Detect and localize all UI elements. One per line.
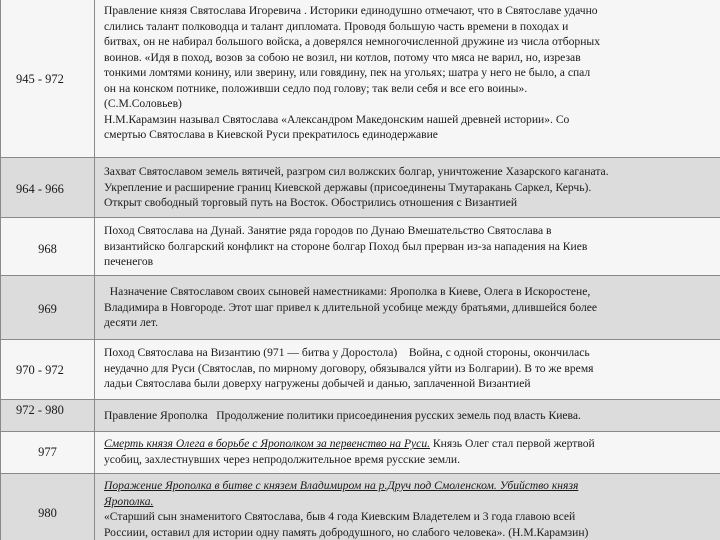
date-cell: 964 - 966 (0, 158, 95, 217)
date-cell: 945 - 972 (0, 0, 95, 157)
description-cell: Поражение Ярополка в битве с князем Владимиром на р.Друч под Смоленском. Убийство князя Ярополка. «Старший сын знаменитого Святослава, быв 4 года Киевским Владетелем и 3 года главою всей Россиии, оставил для истории одну память добродушного, но слабого человека». (Н.М.Карамзин) (104, 479, 589, 539)
event-title: Ярополка. (104, 494, 154, 508)
date-cell: 980 (0, 474, 95, 540)
event-title: Поражение Ярополка в битве с князем Владимиром на р.Друч под Смоленском. Убийство князя (104, 479, 579, 492)
description-cell: Поход Святослава на Дунай. Занятие ряда городов по Дунаю Вмешательство Святослава в византийско болгарский конфликт на стороне болгар Поход был прерван из-за нападения на Киев печенегов (104, 224, 588, 268)
description-cell: Смерть князя Олега в борьбе с Ярополком за первенство на Руси. Князь Олег стал первой жертвой усобиц, захлестнувших через непродолжительное время русские земли. (104, 437, 595, 466)
description-cell: Правление Ярополка Продолжение политики присоединения русских земель под власть Киева. (104, 409, 581, 422)
description-cell: Захват Святославом земель вятичей, разгром сил волжских болгар, уничтожение Хазарского каганата. Укрепление и расширение границ Киевской державы (присоединены Тмутаракань Саркел, Керчь). Открыт свободный торговый путь на Восток. Обострились отношения с Византией (104, 165, 609, 209)
description-cell: Назначение Святославом своих сыновей наместниками: Ярополка в Киеве, Олега в Искоростене, Владимира в Новгороде. Этот шаг привел к длительной усобице между братьями, длившейся более десяти лет. (104, 285, 598, 329)
date-cell: 969 (0, 276, 95, 339)
event-title: Смерть князя Олега в борьбе с Ярополком за первенство на Руси. (104, 437, 431, 450)
description-cell: Поход Святослава на Византию (971 — битва у Доростола) Война, с одной стороны, окончилась неудачно для Руси (Святослав, по мирному договору, обязывался уйти из Болгарии). В то же время ладьи Святослава были доверху нагружены добычей и данью, заплаченной Византией (104, 346, 594, 390)
description-cell: Правление князя Святослава Игоревича . Историки единодушно отмечают, что в Святославе удачно слились талант полководца и талант дипломата. Проводя большую часть времени в походах и битвах, он не набирал большого войска, а доверялся немногочисленной дружине из числа отборных воинов. «Идя в поход, возов за собою не возил, ни котлов, потому что мяса не варил, но, изрезав тонкими ломтями конину, или зверину, или говядину, пек на угольях; шатра у него не было, а спал он на конском потнике, положивши седло под голову; так вели себя и все его воины». (С.М.Соловьев) Н.М.Карамзин называл Святослава «Александром Македонским нашей древней истории». Со смертью Святослава в Киевской Руси прекратилось единодержавие (104, 4, 600, 141)
date-cell: 972 - 980 (0, 400, 95, 431)
date-cell: 977 (0, 432, 95, 473)
date-cell: 970 - 972 (0, 340, 95, 399)
date-cell: 968 (0, 218, 95, 275)
